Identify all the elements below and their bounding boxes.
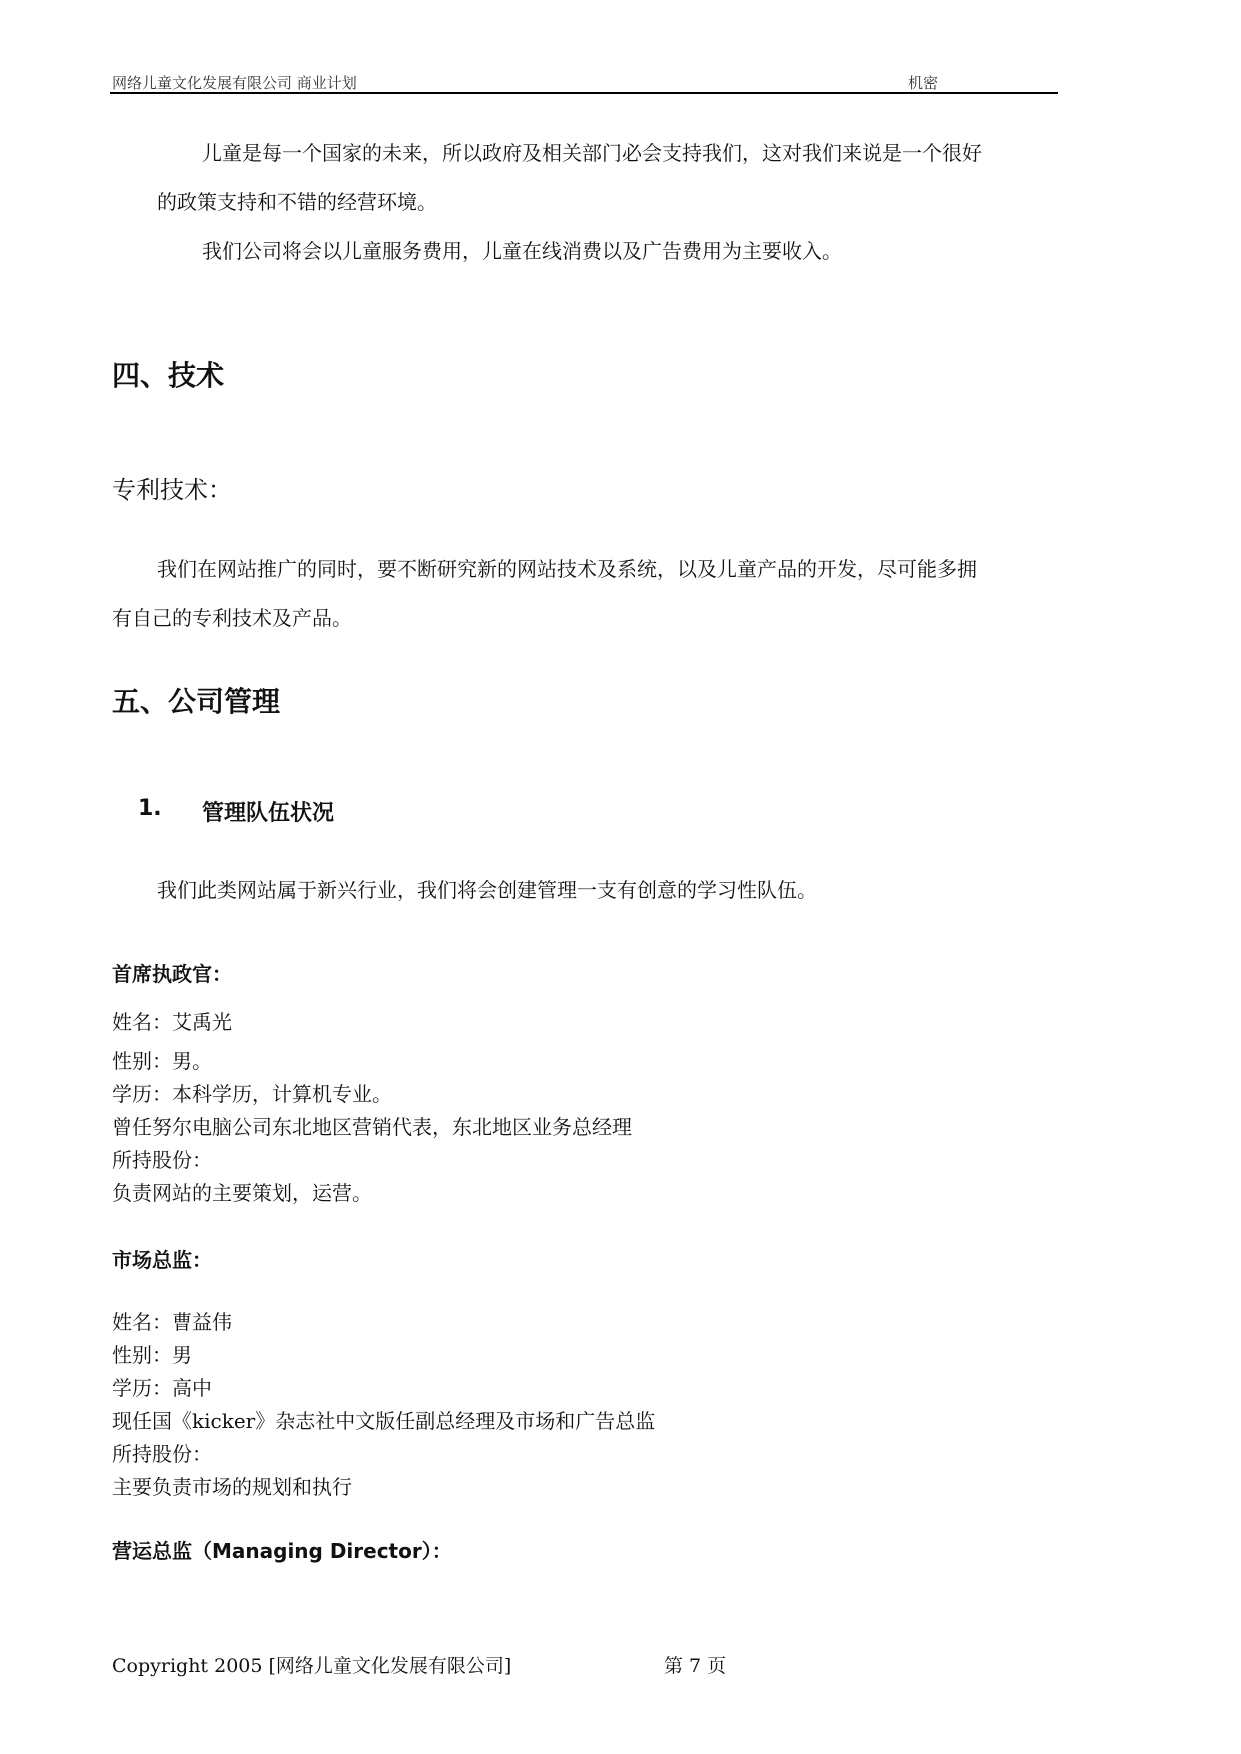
intro-paragraph-line-1: 儿童是每一个国家的未来，所以政府及相关部门必会支持我们，这对我们来说是一个很好 xyxy=(202,141,982,165)
section-5-title: 五、公司管理 xyxy=(112,685,281,718)
md-role-heading: 营运总监（Managing Director）： xyxy=(112,1539,452,1563)
ceo-role-heading: 首席执政官： xyxy=(112,962,232,986)
cmo-experience: 现任国《kicker》杂志社中文版任副总经理及市场和广告总监 xyxy=(112,1409,656,1433)
intro-paragraph-2: 我们公司将会以儿童服务费用，儿童在线消费以及广告费用为主要收入。 xyxy=(202,239,842,263)
section-5-sub-number: 1. xyxy=(138,796,162,821)
intro-paragraph-line-2: 的政策支持和不错的经营环境。 xyxy=(157,190,437,214)
cmo-role-heading: 市场总监： xyxy=(112,1248,212,1272)
ceo-responsibility: 负责网站的主要策划，运营。 xyxy=(112,1181,372,1205)
cmo-name: 姓名：曹益伟 xyxy=(112,1310,232,1334)
section-5-sub-title: 管理队伍状况 xyxy=(202,801,335,826)
section-5-paragraph: 我们此类网站属于新兴行业，我们将会创建管理一支有创意的学习性队伍。 xyxy=(157,878,817,902)
ceo-shares: 所持股份： xyxy=(112,1148,212,1172)
section-4-title: 四、技术 xyxy=(112,359,225,392)
ceo-name: 姓名：艾禹光 xyxy=(112,1010,232,1034)
header-title: 网络儿童文化发展有限公司 商业计划 xyxy=(112,74,357,92)
cmo-gender: 性别：男 xyxy=(112,1343,192,1367)
header-rule xyxy=(110,92,1058,94)
cmo-shares: 所持股份： xyxy=(112,1442,212,1466)
footer-page-number: 第 7 页 xyxy=(664,1655,727,1677)
footer-copyright: Copyright 2005 [网络儿童文化发展有限公司] xyxy=(112,1655,512,1677)
section-4-paragraph-line-1: 我们在网站推广的同时，要不断研究新的网站技术及系统，以及儿童产品的开发，尽可能多拥 xyxy=(157,557,977,581)
section-4-subtitle: 专利技术： xyxy=(112,476,232,504)
ceo-education: 学历：本科学历，计算机专业。 xyxy=(112,1082,392,1106)
ceo-experience: 曾任努尔电脑公司东北地区营销代表，东北地区业务总经理 xyxy=(112,1115,632,1139)
cmo-responsibility: 主要负责市场的规划和执行 xyxy=(112,1475,352,1499)
cmo-education: 学历：高中 xyxy=(112,1376,212,1400)
section-4-paragraph-line-2: 有自己的专利技术及产品。 xyxy=(112,606,352,630)
confidential-label: 机密 xyxy=(908,74,939,92)
ceo-gender: 性别：男。 xyxy=(112,1049,212,1073)
